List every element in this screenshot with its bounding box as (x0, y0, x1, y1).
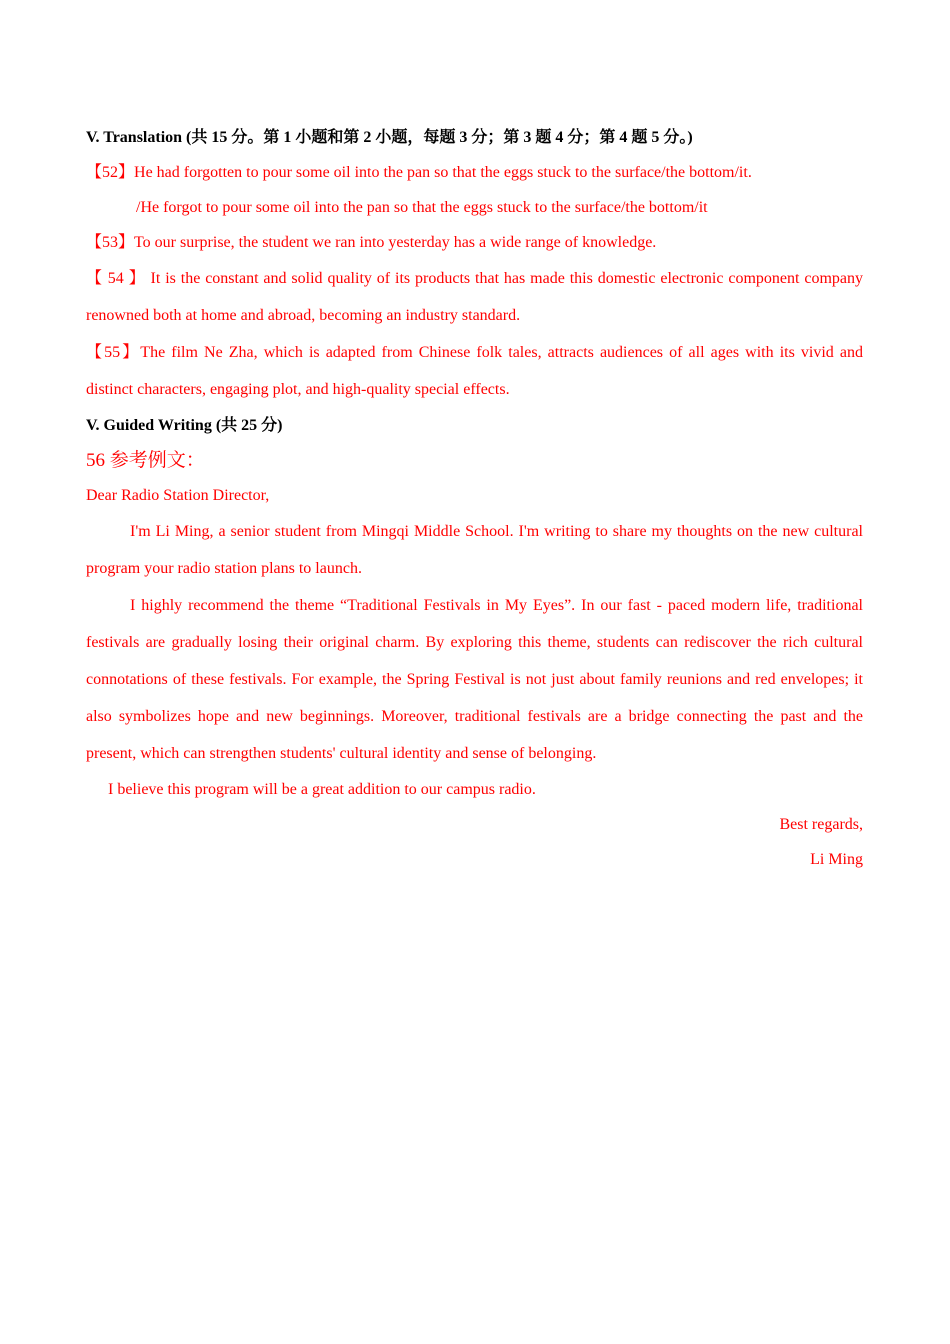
translation-item-52-alternative (86, 190, 863, 225)
letter-paragraph-2: I highly recommend the theme “Traditional Festivals in My Eyes”. In our fast - paced modern life, traditional festivals are gradually losing their original charm. By exploring this theme, students can rediscover the rich cultural connotations of these festivals. For example, the Spring Festival is not just about family reunions and red envelopes; it also symbolizes hope and new beginnings. Moreover, traditional festivals are a bridge connecting the past and the present, which can strengthen students' cultural identity and sense of belonging. (86, 597, 863, 762)
item-text: The film Ne Zha, which is adapted from Chinese folk tales, attracts audiences of all ages with its vivid and distinct characters, engaging plot, and high-quality special effects. (86, 344, 863, 398)
translation-item-52 (86, 155, 863, 190)
item-label: 【 54 】 (86, 270, 146, 287)
item-label: 【53】 (86, 234, 135, 251)
letter-closing: Best regards, (779, 816, 863, 833)
item-text: It is the constant and solid quality of its products that has made this domestic electronic component company renowned both at home and abroad, becoming an industry standard. (86, 270, 863, 324)
item-text: He had forgotten to pour some oil into the pan so that the eggs stuck to the surface/the bottom/it. (134, 164, 752, 181)
item-label: 【52】 (86, 164, 135, 181)
translation-section-heading: V. Translation (共 15 分。第 1 小题和第 2 小题，每题 3 分；第 3 题 4 分；第 4 题 5 分。) (86, 129, 693, 146)
letter-signature: Li Ming (810, 851, 863, 868)
letter-paragraph-1: I'm Li Ming, a senior student from Mingqi Middle School. I'm writing to share my thoughts on the new cultural program your radio station plans to launch. (86, 523, 863, 577)
translation-item-55 (86, 334, 863, 408)
item-label: 【55】 (86, 344, 141, 361)
item-text: /He forgot to pour some oil into the pan so that the eggs stuck to the surface/the bottom/it (136, 199, 708, 216)
sample-essay-label: 56 参考例文： (86, 450, 205, 471)
guided-writing-section-heading: V. Guided Writing (共 25 分) (86, 417, 283, 434)
letter-greeting: Dear Radio Station Director, (86, 487, 270, 504)
translation-item-54 (86, 260, 863, 334)
letter-paragraph-3: I believe this program will be a great addition to our campus radio. (108, 781, 536, 798)
translation-item-53 (86, 225, 863, 260)
answer-page (86, 120, 863, 877)
item-text: To our surprise, the student we ran into yesterday has a wide range of knowledge. (134, 234, 657, 251)
